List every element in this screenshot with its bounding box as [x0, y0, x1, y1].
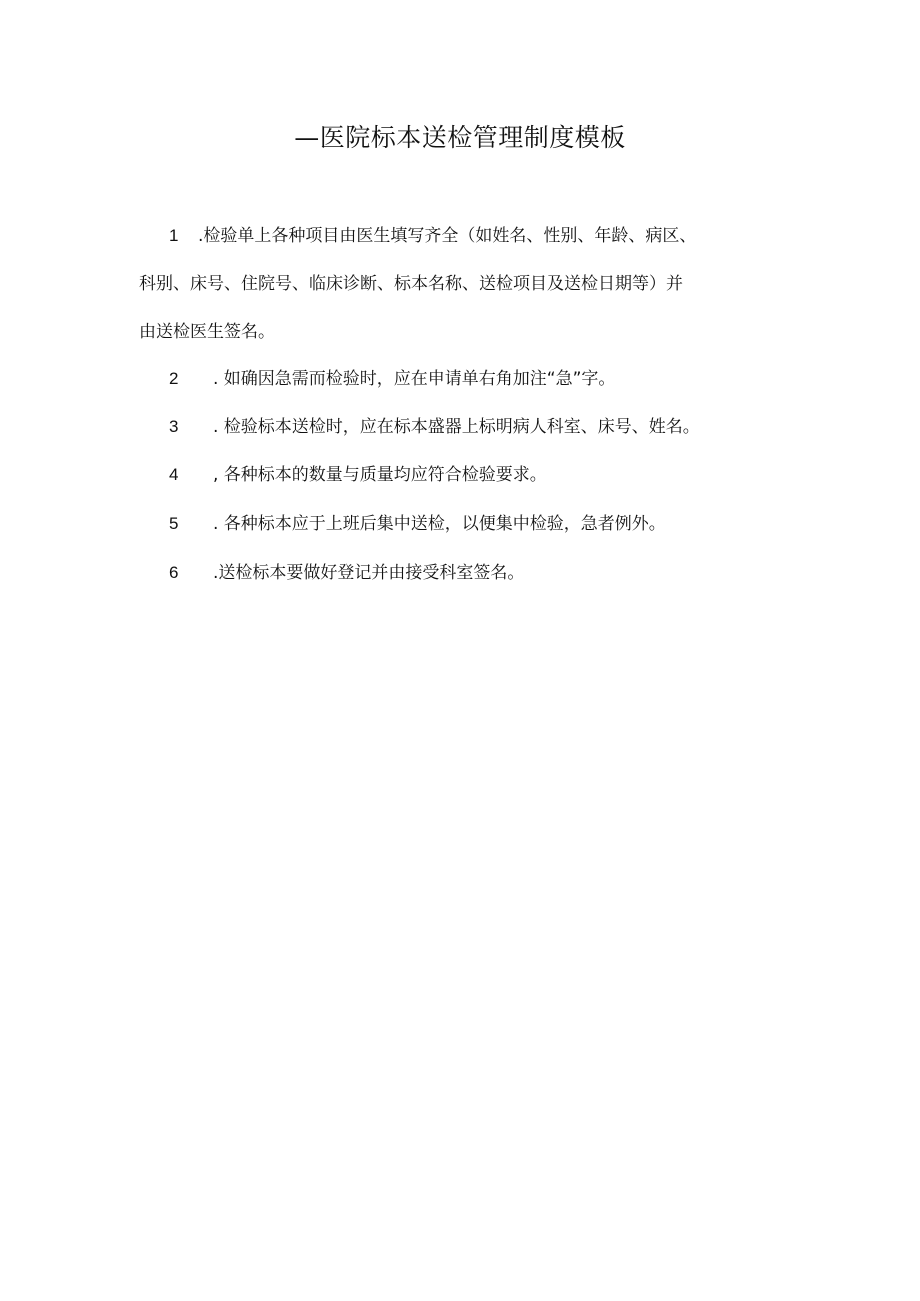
item-text-1-line-1: .检验单上各种项目由医生填写齐全（如姓名、性别、年龄、病区、 — [198, 226, 697, 246]
item-number-3: 3 — [169, 417, 179, 436]
item-number-6: 6 — [169, 563, 179, 582]
item-number-5: 5 — [169, 514, 179, 533]
item-text-4: , 各种标本的数量与质量均应符合检验要求。 — [213, 465, 547, 485]
item-number-4: 4 — [169, 465, 179, 484]
item-number-2: 2 — [169, 369, 179, 388]
item-text-3: . 检验标本送检时，应在标本盛器上标明病人科室、床号、姓名。 — [213, 417, 700, 437]
item-text-1-line-3: 由送检医生签名。 — [139, 322, 275, 342]
item-number-1: 1 — [169, 226, 179, 245]
item-text-5: . 各种标本应于上班后集中送检，以便集中检验，急者例外。 — [213, 514, 666, 534]
item-text-6: .送检标本要做好登记并由接受科室签名。 — [213, 563, 525, 583]
item-text-2: . 如确因急需而检验时，应在申请单右角加注“急”字。 — [213, 369, 616, 389]
document-title: —医院标本送检管理制度模板 — [294, 123, 626, 152]
item-text-1-line-2: 科别、床号、住院号、临床诊断、标本名称、送检项目及送检日期等）并 — [139, 274, 683, 294]
